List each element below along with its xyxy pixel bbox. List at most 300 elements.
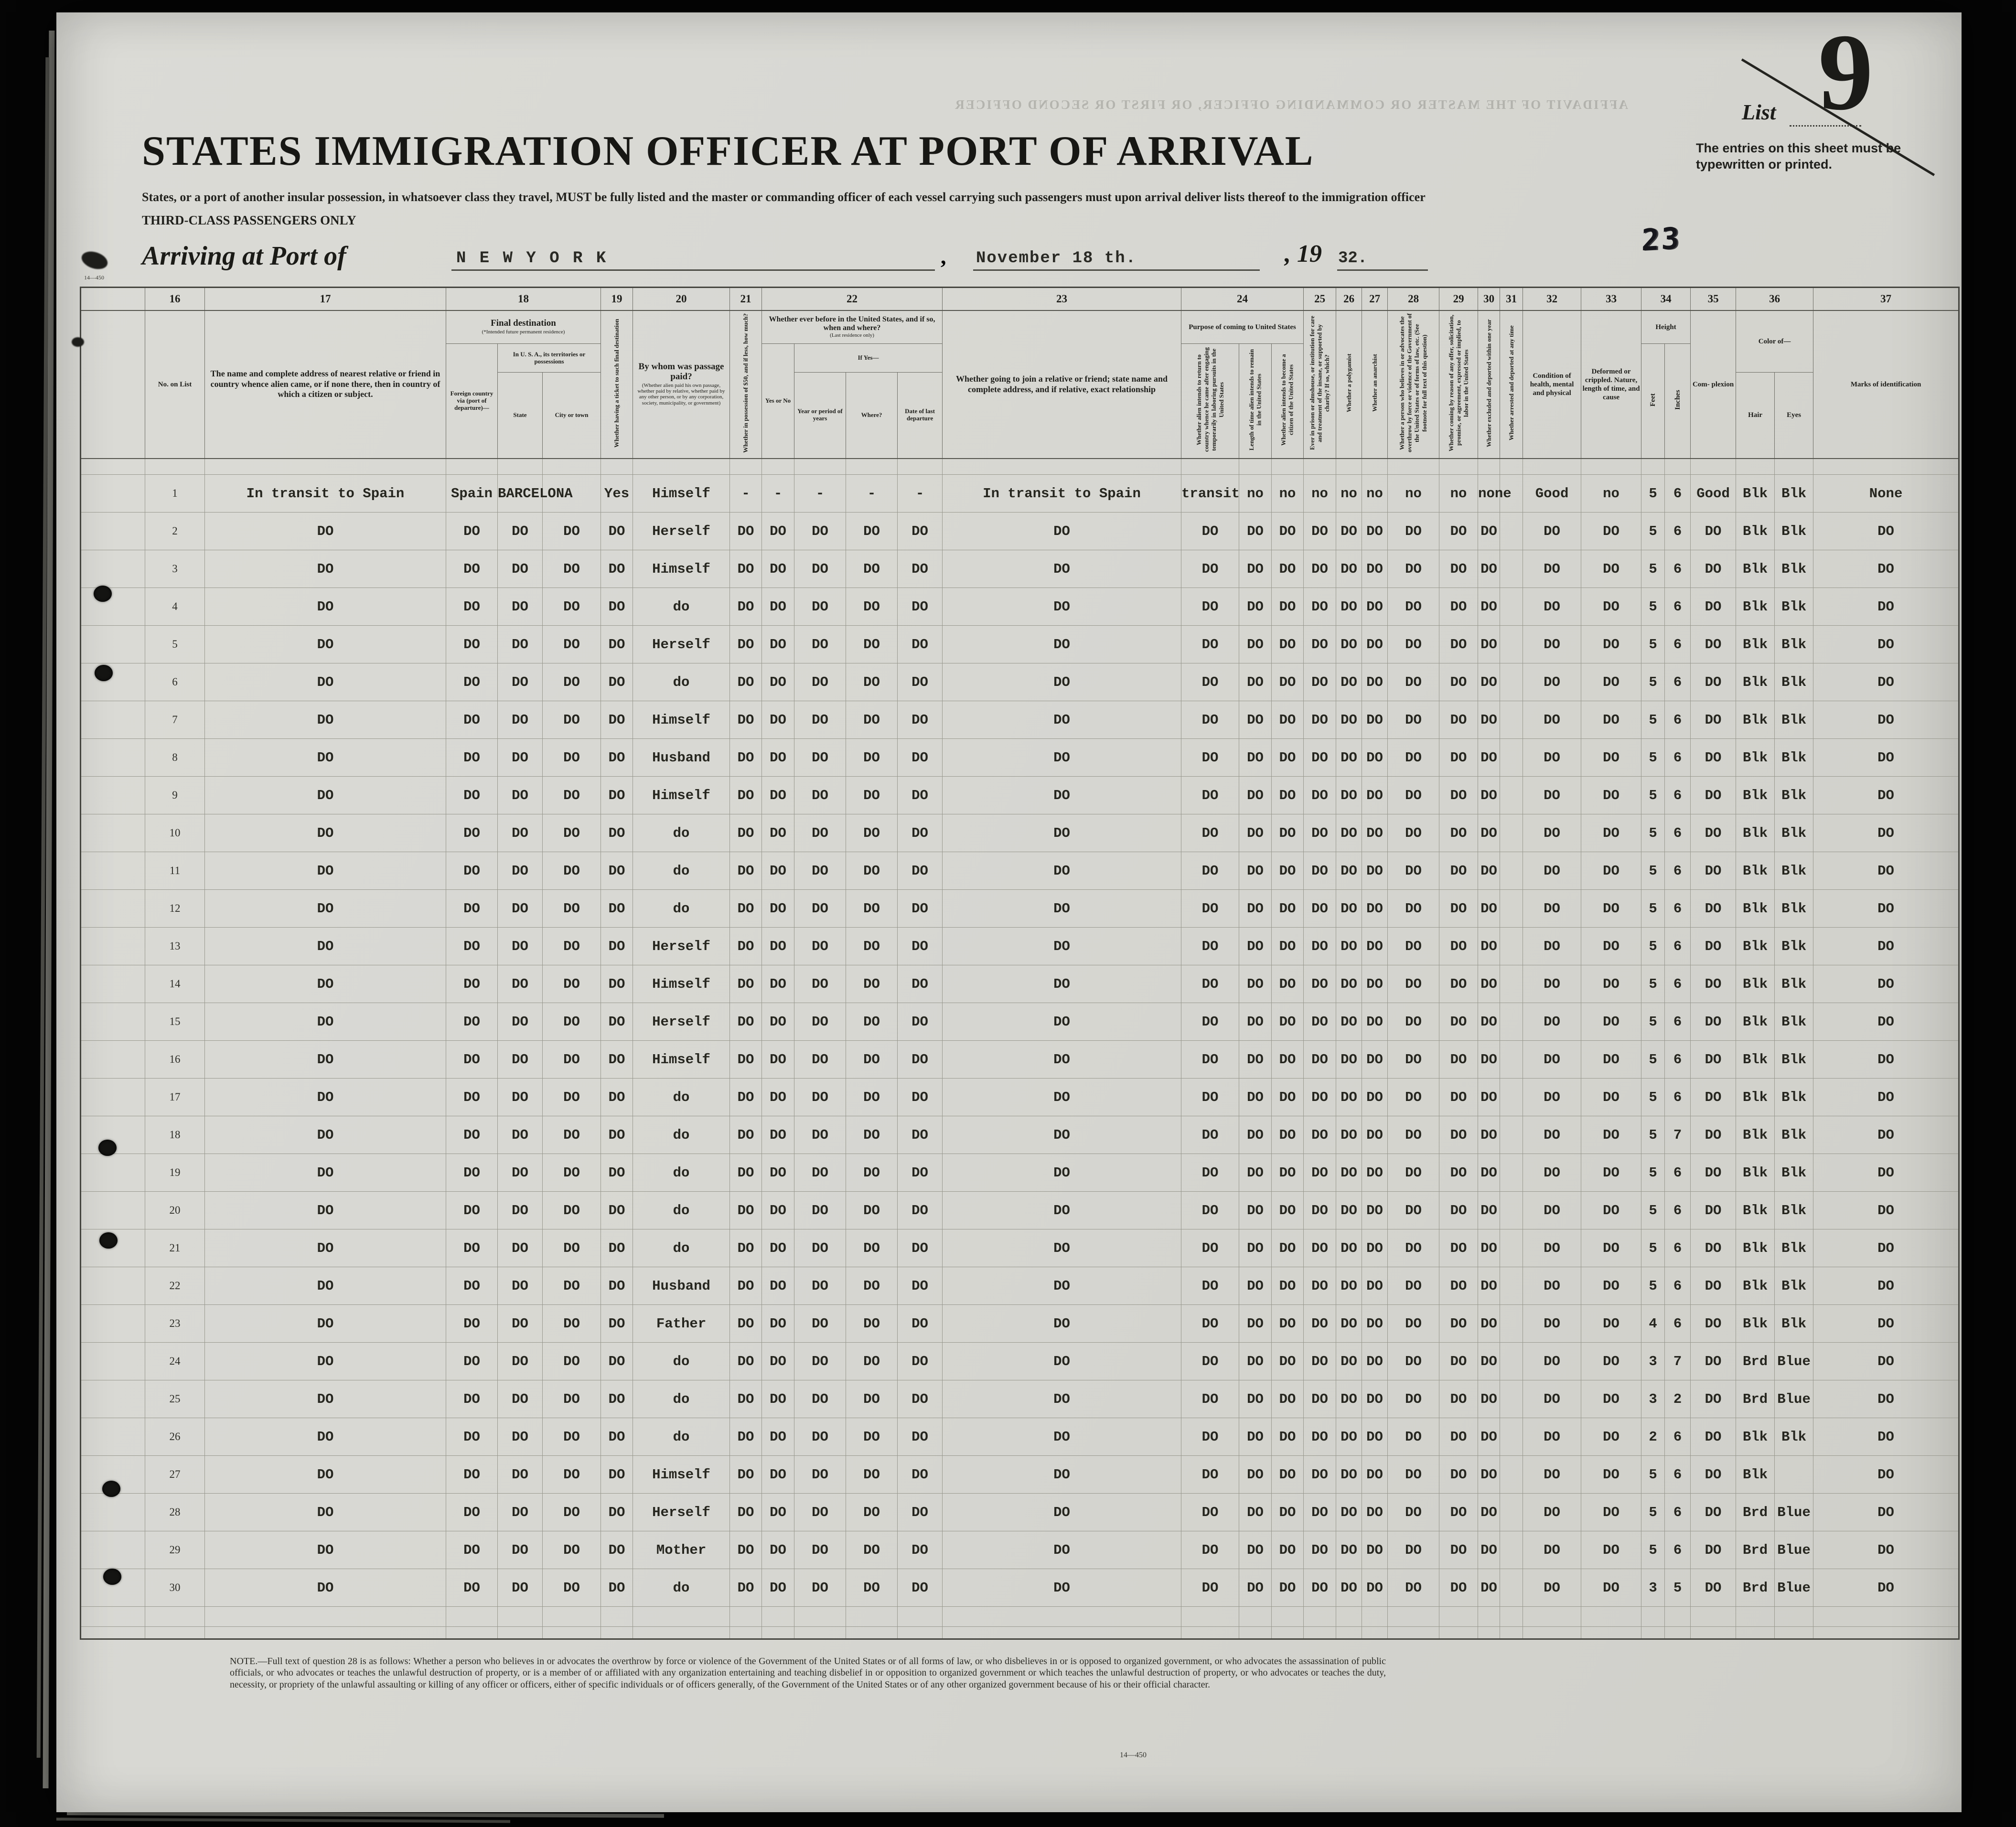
cell-us-year: DO bbox=[794, 1456, 846, 1494]
cell-us-year: DO bbox=[794, 1154, 846, 1192]
cell-height-inches: 6 bbox=[1665, 663, 1691, 701]
cell-has-ticket: DO bbox=[601, 1267, 633, 1305]
cell-row-no: 3 bbox=[145, 550, 205, 588]
cell-us-year: DO bbox=[794, 1569, 846, 1607]
cell-us-where: DO bbox=[846, 852, 898, 890]
cell-joining-relative: DO bbox=[943, 928, 1181, 965]
cell-money-in-possession: DO bbox=[730, 1267, 762, 1305]
cell-prison-almshouse: DO bbox=[1304, 1305, 1336, 1343]
cell-identification-marks: DO bbox=[1813, 1041, 1959, 1079]
cell-arrested-deported bbox=[1500, 1380, 1523, 1418]
cell-money-in-possession: DO bbox=[730, 1229, 762, 1267]
cell-dest-city: DO bbox=[543, 890, 601, 928]
cell-row-no: 27 bbox=[145, 1456, 205, 1494]
cell-joining-relative: DO bbox=[943, 777, 1181, 814]
cell-complexion: DO bbox=[1691, 513, 1736, 550]
col-num-31: 31 bbox=[1500, 288, 1523, 310]
col-header-if-yes: If Yes— bbox=[794, 344, 943, 373]
cell-passage-paid-by: Husband bbox=[633, 1267, 730, 1305]
cell-hair-color: Blk bbox=[1736, 890, 1775, 928]
cell-joining-relative: DO bbox=[943, 550, 1181, 588]
cell-row-no: 28 bbox=[145, 1494, 205, 1531]
cell-arrested-deported bbox=[1500, 1305, 1523, 1343]
cell-dest-foreign-country: DO bbox=[446, 1192, 498, 1229]
cell-relative-name bbox=[205, 459, 446, 475]
cell-citizen-intent: DO bbox=[1272, 890, 1304, 928]
cell-us-where: DO bbox=[846, 550, 898, 588]
cell-joining-relative: DO bbox=[943, 513, 1181, 550]
cell-overthrow-belief: DO bbox=[1388, 663, 1439, 701]
col-header-year-or-period: Year or period of years bbox=[794, 373, 846, 459]
col-header-no-on-list: No. on List bbox=[145, 310, 205, 459]
cell-complexion: DO bbox=[1691, 928, 1736, 965]
cell-health-condition: Good bbox=[1523, 475, 1581, 513]
cell-hair-color: Blk bbox=[1736, 965, 1775, 1003]
passenger-class-line: THIRD-CLASS PASSENGERS ONLY bbox=[142, 213, 356, 227]
margin-cell bbox=[81, 965, 145, 1003]
cell-height-inches: 6 bbox=[1665, 928, 1691, 965]
cell-dest-foreign-country: Spain bbox=[446, 475, 498, 513]
manifest-row bbox=[81, 1229, 1959, 1267]
manifest-row bbox=[81, 475, 1959, 513]
cell-passage-paid-by: Father bbox=[633, 1305, 730, 1343]
cell-arrested-deported bbox=[1500, 1607, 1523, 1627]
cell-dest-state: DO bbox=[498, 1343, 543, 1380]
cell-ever-in-us: DO bbox=[762, 852, 794, 890]
cell-eye-color: Blk bbox=[1775, 777, 1813, 814]
cell-joining-relative: DO bbox=[943, 701, 1181, 739]
cell-dest-state: DO bbox=[498, 814, 543, 852]
cell-labor-agreement: DO bbox=[1439, 1494, 1478, 1531]
cell-hair-color: Brd bbox=[1736, 1531, 1775, 1569]
cell-return-intent: DO bbox=[1181, 550, 1239, 588]
cell-complexion: DO bbox=[1691, 1418, 1736, 1456]
cell-relative-name: DO bbox=[205, 965, 446, 1003]
cell-us-last-departure: DO bbox=[898, 965, 943, 1003]
margin-cell bbox=[81, 1079, 145, 1116]
cell-anarchist: DO bbox=[1362, 1041, 1388, 1079]
cell-money-in-possession bbox=[730, 1627, 762, 1639]
cell-has-ticket: DO bbox=[601, 1456, 633, 1494]
cell-hair-color: Blk bbox=[1736, 852, 1775, 890]
cell-eye-color bbox=[1775, 1607, 1813, 1627]
cell-dest-city: DO bbox=[543, 1079, 601, 1116]
cell-money-in-possession: DO bbox=[730, 1003, 762, 1041]
cell-dest-foreign-country: DO bbox=[446, 928, 498, 965]
margin-cell bbox=[81, 513, 145, 550]
cell-overthrow-belief: DO bbox=[1388, 1041, 1439, 1079]
cell-stay-length: DO bbox=[1239, 1418, 1272, 1456]
margin-cell bbox=[81, 459, 145, 475]
cell-overthrow-belief: DO bbox=[1388, 1569, 1439, 1607]
cell-labor-agreement: DO bbox=[1439, 1041, 1478, 1079]
cell-labor-agreement bbox=[1439, 1607, 1478, 1627]
cell-has-ticket: DO bbox=[601, 626, 633, 663]
cell-complexion: DO bbox=[1691, 1531, 1736, 1569]
manifest-row bbox=[81, 965, 1959, 1003]
col-num-24: 24 bbox=[1181, 288, 1304, 310]
cell-health-condition: DO bbox=[1523, 739, 1581, 777]
cell-complexion: DO bbox=[1691, 1041, 1736, 1079]
cell-dest-city: DO bbox=[543, 1305, 601, 1343]
cell-dest-city: DO bbox=[543, 663, 601, 701]
cell-excluded-deported: DO bbox=[1478, 1229, 1500, 1267]
cell-height-feet: 5 bbox=[1641, 1494, 1665, 1531]
cell-us-last-departure: DO bbox=[898, 814, 943, 852]
cell-hair-color bbox=[1736, 1607, 1775, 1627]
cell-citizen-intent: DO bbox=[1272, 1116, 1304, 1154]
cell-polygamist: DO bbox=[1336, 1116, 1362, 1154]
manifest-row bbox=[81, 1418, 1959, 1456]
margin-cell bbox=[81, 550, 145, 588]
cell-health-condition: DO bbox=[1523, 965, 1581, 1003]
cell-eye-color: Blk bbox=[1775, 890, 1813, 928]
cell-us-last-departure bbox=[898, 459, 943, 475]
cell-arrested-deported bbox=[1500, 739, 1523, 777]
cell-polygamist: DO bbox=[1336, 1267, 1362, 1305]
col-num-18: 18 bbox=[446, 288, 601, 310]
cell-excluded-deported: DO bbox=[1478, 1116, 1500, 1154]
cell-eye-color: Blk bbox=[1775, 701, 1813, 739]
cell-joining-relative: DO bbox=[943, 626, 1181, 663]
cell-joining-relative: DO bbox=[943, 1079, 1181, 1116]
cell-citizen-intent: DO bbox=[1272, 1267, 1304, 1305]
cell-overthrow-belief: DO bbox=[1388, 1494, 1439, 1531]
cell-complexion: DO bbox=[1691, 1305, 1736, 1343]
cell-row-no: 10 bbox=[145, 814, 205, 852]
cell-height-feet: 5 bbox=[1641, 1079, 1665, 1116]
cell-row-no: 4 bbox=[145, 588, 205, 626]
cell-row-no: 22 bbox=[145, 1267, 205, 1305]
cell-overthrow-belief: DO bbox=[1388, 1305, 1439, 1343]
cell-prison-almshouse: DO bbox=[1304, 1569, 1336, 1607]
cell-identification-marks: DO bbox=[1813, 890, 1959, 928]
cell-us-last-departure: DO bbox=[898, 588, 943, 626]
cell-dest-foreign-country: DO bbox=[446, 1380, 498, 1418]
cell-relative-name: DO bbox=[205, 852, 446, 890]
cell-us-last-departure: DO bbox=[898, 1494, 943, 1531]
cell-deformed-crippled: DO bbox=[1581, 1418, 1641, 1456]
cell-dest-state: DO bbox=[498, 1380, 543, 1418]
cell-citizen-intent bbox=[1272, 1627, 1304, 1639]
cell-ever-in-us: DO bbox=[762, 1531, 794, 1569]
cell-identification-marks: DO bbox=[1813, 1116, 1959, 1154]
cell-relative-name: DO bbox=[205, 1192, 446, 1229]
cell-us-year: DO bbox=[794, 1079, 846, 1116]
cell-height-inches: 6 bbox=[1665, 739, 1691, 777]
cell-complexion bbox=[1691, 459, 1736, 475]
cell-deformed-crippled: DO bbox=[1581, 1305, 1641, 1343]
cell-money-in-possession: DO bbox=[730, 1494, 762, 1531]
cell-ever-in-us: DO bbox=[762, 1116, 794, 1154]
cell-complexion: DO bbox=[1691, 1079, 1736, 1116]
cell-us-year: DO bbox=[794, 701, 846, 739]
cell-ever-in-us: DO bbox=[762, 739, 794, 777]
cell-eye-color: Blk bbox=[1775, 626, 1813, 663]
cell-height-feet: 5 bbox=[1641, 965, 1665, 1003]
cell-prison-almshouse: DO bbox=[1304, 1380, 1336, 1418]
cell-row-no bbox=[145, 1627, 205, 1639]
typewritten-note: The entries on this sheet must be typewritten or printed. bbox=[1696, 141, 1901, 171]
cell-height-feet: 3 bbox=[1641, 1380, 1665, 1418]
cell-ever-in-us: DO bbox=[762, 1305, 794, 1343]
cell-hair-color: Brd bbox=[1736, 1343, 1775, 1380]
cell-complexion: DO bbox=[1691, 1494, 1736, 1531]
cell-passage-paid-by: do bbox=[633, 890, 730, 928]
cell-complexion: DO bbox=[1691, 1003, 1736, 1041]
cell-polygamist bbox=[1336, 1627, 1362, 1639]
cell-us-last-departure: DO bbox=[898, 1041, 943, 1079]
cell-us-year: DO bbox=[794, 1380, 846, 1418]
cell-health-condition: DO bbox=[1523, 1531, 1581, 1569]
printed-comma: , bbox=[941, 244, 946, 268]
cell-height-inches: 6 bbox=[1665, 1003, 1691, 1041]
cell-excluded-deported: DO bbox=[1478, 1343, 1500, 1380]
cell-us-last-departure: - bbox=[898, 475, 943, 513]
cell-dest-foreign-country: DO bbox=[446, 890, 498, 928]
arrival-line bbox=[142, 237, 1661, 285]
cell-polygamist: DO bbox=[1336, 1229, 1362, 1267]
cell-row-no: 21 bbox=[145, 1229, 205, 1267]
cell-return-intent: DO bbox=[1181, 1418, 1239, 1456]
cell-row-no: 25 bbox=[145, 1380, 205, 1418]
cell-dest-city: DO bbox=[543, 1116, 601, 1154]
cell-eye-color: Blk bbox=[1775, 1003, 1813, 1041]
cell-polygamist: DO bbox=[1336, 1154, 1362, 1192]
cell-arrested-deported bbox=[1500, 701, 1523, 739]
cell-deformed-crippled bbox=[1581, 1627, 1641, 1639]
cell-dest-foreign-country: DO bbox=[446, 1079, 498, 1116]
cell-identification-marks: DO bbox=[1813, 777, 1959, 814]
cell-us-last-departure: DO bbox=[898, 1569, 943, 1607]
cell-deformed-crippled: DO bbox=[1581, 1116, 1641, 1154]
cell-money-in-possession: DO bbox=[730, 588, 762, 626]
ink-smudge bbox=[72, 337, 84, 347]
punch-hole bbox=[99, 1232, 118, 1249]
cell-overthrow-belief bbox=[1388, 459, 1439, 475]
cell-relative-name bbox=[205, 1607, 446, 1627]
margin-cell bbox=[81, 1003, 145, 1041]
cell-deformed-crippled: DO bbox=[1581, 1079, 1641, 1116]
cell-anarchist: DO bbox=[1362, 626, 1388, 663]
cell-health-condition: DO bbox=[1523, 1343, 1581, 1380]
cell-height-feet: 5 bbox=[1641, 1267, 1665, 1305]
cell-us-where: DO bbox=[846, 928, 898, 965]
cell-stay-length: no bbox=[1239, 475, 1272, 513]
cell-labor-agreement: DO bbox=[1439, 550, 1478, 588]
cell-labor-agreement: DO bbox=[1439, 701, 1478, 739]
cell-us-last-departure: DO bbox=[898, 739, 943, 777]
col-header-in-usa: In U. S. A., its territories or possessions bbox=[498, 344, 601, 373]
cell-money-in-possession: DO bbox=[730, 1418, 762, 1456]
cell-passage-paid-by: Himself bbox=[633, 965, 730, 1003]
cell-dest-city: DO bbox=[543, 814, 601, 852]
margin-cell bbox=[81, 928, 145, 965]
cell-prison-almshouse: DO bbox=[1304, 1343, 1336, 1380]
cell-dest-city: DO bbox=[543, 928, 601, 965]
cell-stay-length bbox=[1239, 1627, 1272, 1639]
cell-ever-in-us bbox=[762, 1607, 794, 1627]
cell-stay-length: DO bbox=[1239, 1343, 1272, 1380]
margin-cell bbox=[81, 1267, 145, 1305]
cell-labor-agreement: DO bbox=[1439, 1003, 1478, 1041]
cell-citizen-intent: DO bbox=[1272, 1079, 1304, 1116]
cell-overthrow-belief: DO bbox=[1388, 1531, 1439, 1569]
cell-us-where: DO bbox=[846, 1305, 898, 1343]
cell-return-intent bbox=[1181, 1627, 1239, 1639]
cell-height-feet: 2 bbox=[1641, 1418, 1665, 1456]
cell-deformed-crippled: DO bbox=[1581, 890, 1641, 928]
cell-prison-almshouse: DO bbox=[1304, 852, 1336, 890]
cell-height-feet: 5 bbox=[1641, 739, 1665, 777]
cell-height-feet: 5 bbox=[1641, 475, 1665, 513]
cell-excluded-deported: DO bbox=[1478, 777, 1500, 814]
cell-passage-paid-by: Herself bbox=[633, 1494, 730, 1531]
cell-stay-length: DO bbox=[1239, 1116, 1272, 1154]
cell-excluded-deported: DO bbox=[1478, 852, 1500, 890]
cell-identification-marks bbox=[1813, 459, 1959, 475]
cell-prison-almshouse: DO bbox=[1304, 1154, 1336, 1192]
cell-eye-color: Blk bbox=[1775, 475, 1813, 513]
cell-return-intent bbox=[1181, 459, 1239, 475]
cell-passage-paid-by: do bbox=[633, 1154, 730, 1192]
cell-height-inches: 6 bbox=[1665, 852, 1691, 890]
cell-hair-color: Blk bbox=[1736, 701, 1775, 739]
cell-return-intent: DO bbox=[1181, 1380, 1239, 1418]
cell-us-year: DO bbox=[794, 1041, 846, 1079]
cell-excluded-deported: none bbox=[1478, 475, 1500, 513]
cell-relative-name: DO bbox=[205, 550, 446, 588]
cell-stay-length: DO bbox=[1239, 1305, 1272, 1343]
cell-arrested-deported bbox=[1500, 1003, 1523, 1041]
cell-dest-foreign-country: DO bbox=[446, 513, 498, 550]
col-num-16: 16 bbox=[145, 288, 205, 310]
cell-eye-color: Blk bbox=[1775, 1192, 1813, 1229]
cell-dest-state: DO bbox=[498, 663, 543, 701]
cell-stay-length: DO bbox=[1239, 1267, 1272, 1305]
cell-height-feet: 5 bbox=[1641, 1456, 1665, 1494]
cell-return-intent: DO bbox=[1181, 1079, 1239, 1116]
cell-money-in-possession: DO bbox=[730, 965, 762, 1003]
cell-polygamist: DO bbox=[1336, 626, 1362, 663]
cell-citizen-intent bbox=[1272, 1607, 1304, 1627]
cell-identification-marks bbox=[1813, 1607, 1959, 1627]
cell-relative-name: DO bbox=[205, 1003, 446, 1041]
cell-polygamist: DO bbox=[1336, 1531, 1362, 1569]
cell-dest-foreign-country: DO bbox=[446, 1343, 498, 1380]
cell-height-feet: 5 bbox=[1641, 626, 1665, 663]
cell-citizen-intent: DO bbox=[1272, 1494, 1304, 1531]
col-header-height: Height bbox=[1641, 310, 1691, 344]
cell-eye-color: Blk bbox=[1775, 588, 1813, 626]
cell-us-year: DO bbox=[794, 777, 846, 814]
cell-has-ticket: DO bbox=[601, 1380, 633, 1418]
cell-arrested-deported bbox=[1500, 1531, 1523, 1569]
cell-relative-name: DO bbox=[205, 1305, 446, 1343]
cell-ever-in-us: DO bbox=[762, 1569, 794, 1607]
cell-us-year: DO bbox=[794, 1267, 846, 1305]
cell-joining-relative: DO bbox=[943, 1343, 1181, 1380]
cell-ever-in-us: DO bbox=[762, 1003, 794, 1041]
cell-hair-color: Blk bbox=[1736, 1116, 1775, 1154]
cell-health-condition: DO bbox=[1523, 852, 1581, 890]
cell-joining-relative: DO bbox=[943, 1192, 1181, 1229]
cell-us-last-departure: DO bbox=[898, 1116, 943, 1154]
cell-anarchist: DO bbox=[1362, 777, 1388, 814]
cell-relative-name: DO bbox=[205, 1494, 446, 1531]
cell-identification-marks: DO bbox=[1813, 588, 1959, 626]
ever-in-us-title: Whether ever before in the United States, and if so, when and where? bbox=[769, 315, 935, 332]
cell-dest-state: DO bbox=[498, 1192, 543, 1229]
cell-anarchist bbox=[1362, 1627, 1388, 1639]
cell-money-in-possession: DO bbox=[730, 1192, 762, 1229]
cell-us-year: DO bbox=[794, 1494, 846, 1531]
cell-citizen-intent: DO bbox=[1272, 1456, 1304, 1494]
cell-health-condition: DO bbox=[1523, 1229, 1581, 1267]
cell-identification-marks: DO bbox=[1813, 1079, 1959, 1116]
cell-ever-in-us: DO bbox=[762, 1154, 794, 1192]
cell-row-no: 30 bbox=[145, 1569, 205, 1607]
cell-has-ticket: DO bbox=[601, 1116, 633, 1154]
cell-health-condition: DO bbox=[1523, 1305, 1581, 1343]
cell-row-no: 11 bbox=[145, 852, 205, 890]
cell-complexion: DO bbox=[1691, 588, 1736, 626]
cell-complexion bbox=[1691, 1607, 1736, 1627]
cell-identification-marks: DO bbox=[1813, 513, 1959, 550]
cell-dest-city: DO bbox=[543, 739, 601, 777]
cell-relative-name: DO bbox=[205, 777, 446, 814]
cell-prison-almshouse: DO bbox=[1304, 1531, 1336, 1569]
cell-us-last-departure: DO bbox=[898, 1531, 943, 1569]
cell-ever-in-us: DO bbox=[762, 1041, 794, 1079]
cell-height-feet: 5 bbox=[1641, 814, 1665, 852]
cell-us-where bbox=[846, 459, 898, 475]
cell-height-feet: 5 bbox=[1641, 928, 1665, 965]
cell-money-in-possession: DO bbox=[730, 1154, 762, 1192]
col-header-marks: Marks of identification bbox=[1813, 310, 1959, 459]
cell-overthrow-belief: DO bbox=[1388, 1229, 1439, 1267]
cell-relative-name: DO bbox=[205, 1041, 446, 1079]
cell-arrested-deported bbox=[1500, 459, 1523, 475]
cell-citizen-intent: DO bbox=[1272, 626, 1304, 663]
cell-polygamist: DO bbox=[1336, 1380, 1362, 1418]
cell-prison-almshouse: DO bbox=[1304, 890, 1336, 928]
cell-excluded-deported: DO bbox=[1478, 1267, 1500, 1305]
cell-height-inches: 2 bbox=[1665, 1380, 1691, 1418]
cell-arrested-deported bbox=[1500, 1041, 1523, 1079]
list-label: List bbox=[1742, 100, 1776, 124]
cell-citizen-intent: DO bbox=[1272, 663, 1304, 701]
cell-has-ticket: DO bbox=[601, 814, 633, 852]
cell-money-in-possession: DO bbox=[730, 1456, 762, 1494]
cell-citizen-intent: DO bbox=[1272, 1192, 1304, 1229]
question-28-footnote: NOTE.—Full text of question 28 is as follows: Whether a person who believes in or advocates the overthrow by force or violence of the Government of the United States or of all forms of law, or who disbelieves in or is opposed to organized government, or who advocates the assassination of public officials, or who advocates or teaches the unlawful destruction of property, or is a member of or affiliated with any organization entertaining and teaching disbelief in or opposition to organized government or which teaches the unlawful destruction of property, or who advocates or teaches the duty, necessity, or propriety of the unlawful assaulting or killing of any officer or officers, either of specific individuals or of officers generally, of the Government of the United States or of any other organized government because of his or their official character. bbox=[230, 1656, 1386, 1690]
cell-relative-name: DO bbox=[205, 1229, 446, 1267]
cell-hair-color: Blk bbox=[1736, 1041, 1775, 1079]
cell-excluded-deported: DO bbox=[1478, 1041, 1500, 1079]
cell-eye-color bbox=[1775, 1627, 1813, 1639]
cell-dest-city: DO bbox=[543, 1154, 601, 1192]
cell-ever-in-us: DO bbox=[762, 1079, 794, 1116]
cell-us-last-departure: DO bbox=[898, 663, 943, 701]
cell-deformed-crippled: DO bbox=[1581, 777, 1641, 814]
cell-dest-state: DO bbox=[498, 513, 543, 550]
cell-stay-length bbox=[1239, 1607, 1272, 1627]
cell-overthrow-belief: DO bbox=[1388, 626, 1439, 663]
cell-joining-relative: DO bbox=[943, 1531, 1181, 1569]
cell-polygamist: DO bbox=[1336, 852, 1362, 890]
cell-has-ticket: DO bbox=[601, 1003, 633, 1041]
